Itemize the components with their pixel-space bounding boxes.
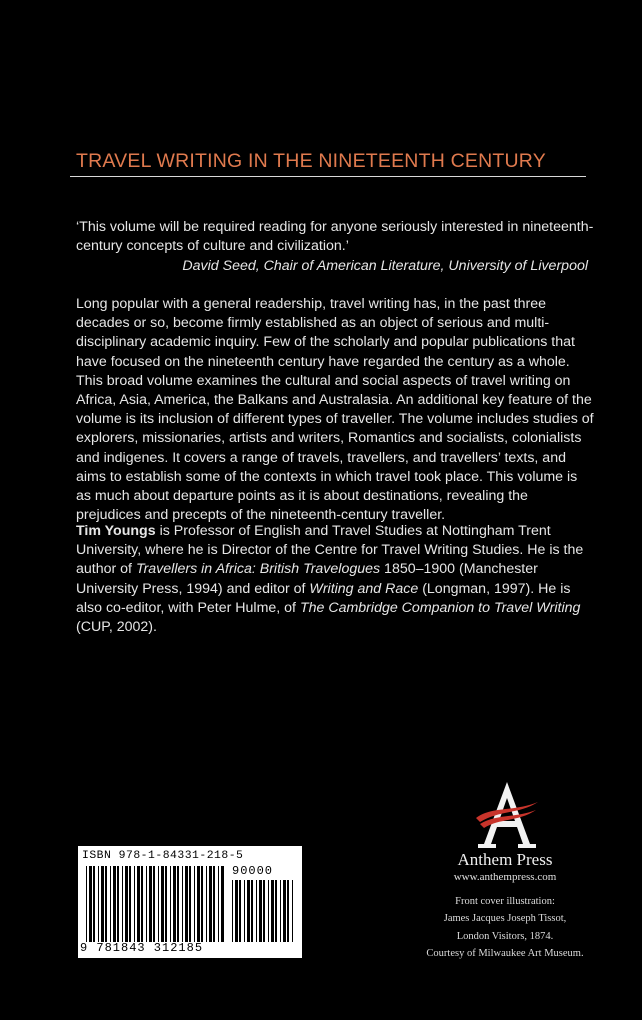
barcode-bar	[218, 866, 219, 942]
publisher-name: Anthem Press	[457, 850, 553, 869]
barcode-bar	[244, 880, 245, 942]
barcode-bar	[235, 880, 238, 942]
price-code: 90000	[232, 864, 274, 878]
barcode-bar	[125, 866, 128, 942]
bio-text-4: (CUP, 2002).	[76, 619, 157, 636]
barcode-bar	[161, 866, 164, 942]
author-bio	[76, 522, 596, 637]
barcode-bar	[239, 880, 241, 942]
barcode-bar	[110, 866, 111, 942]
barcode-bar	[263, 880, 265, 942]
barcode-bar	[189, 866, 191, 942]
barcode-bar	[137, 866, 140, 942]
title-divider	[70, 176, 586, 177]
barcode-bar	[113, 866, 116, 942]
barcode-bar	[280, 880, 281, 942]
barcode-bar	[221, 866, 224, 942]
barcode-bar	[259, 880, 262, 942]
barcode-bar	[93, 866, 95, 942]
barcode-bar	[213, 866, 215, 942]
barcode-bar	[153, 866, 155, 942]
barcode-bar	[209, 866, 212, 942]
barcode-bar	[185, 866, 188, 942]
barcode-bar	[268, 880, 269, 942]
barcode-bar	[89, 866, 92, 942]
barcode-bar	[206, 866, 207, 942]
barcode-bar	[177, 866, 179, 942]
bio-text-1: is Professor of English and Travel Studies at Nottingham Trent University, where he is Director of the Centre for Travel Writing Studies. He is the author of	[76, 523, 584, 578]
book-description: Long popular with a general readership, travel writing has, in the past three decades or so, become firmly established as an object of serious and multi-disciplinary academic inquiry. Few of the scholarly and popular publications that have focused on the nineteenth century have regarded the century as a whole. This broad volume examines the cultural and social aspects of travel writing on Africa, Asia, America, the Balkans and Australasia. An additional key feature of the volume is its inclusion of different types of traveller. The volume includes studies of explorers, missionaries, artists and writers, Romantics and socialists, colonialists and indigenes. It covers a range of travels, travellers, and travellers’ texts, and aims to establish some of the contexts in which travel took place. This volume is as much about departure points as it is about destinations, revealing the prejudices and precepts of the nineteenth-century traveller.	[76, 296, 594, 524]
barcode-bar	[287, 880, 289, 942]
ean-barcode-icon	[86, 866, 226, 942]
publisher-url: www.anthempress.com	[453, 871, 557, 883]
barcode-bar	[194, 866, 195, 942]
book-title-2: Writing and Race	[309, 580, 419, 597]
cover-credit-line-3: London Visitors, 1874.	[456, 930, 554, 942]
barcode-bar	[134, 866, 135, 942]
barcode-bar	[101, 866, 104, 942]
price-barcode-icon	[232, 880, 296, 942]
barcode-bar	[117, 866, 119, 942]
isbn-label: ISBN 978-1-84331-218-5	[82, 850, 244, 862]
barcode-bar	[232, 880, 233, 942]
bio-text-3: (Longman, 1997). He is also co-editor, with Peter Hulme, of	[76, 580, 571, 616]
barcode-bar	[158, 866, 159, 942]
barcode-bar	[283, 880, 286, 942]
barcode-bar	[256, 880, 257, 942]
barcode-bar	[201, 866, 203, 942]
barcode-bar	[86, 866, 87, 942]
cover-credit	[400, 893, 610, 963]
barcode-bar	[197, 866, 200, 942]
barcode-bar	[173, 866, 176, 942]
cover-credit-line-2: James Jacques Joseph Tissot,	[443, 913, 567, 925]
barcode-bar	[165, 866, 167, 942]
endorsement-quote: ‘This volume will be required reading for anyone seriously interested in nineteenth-century concepts of culture and civilization.’	[76, 219, 594, 255]
author-name: Tim Youngs	[76, 523, 156, 539]
barcode-bar	[275, 880, 277, 942]
barcode-bar	[247, 880, 250, 942]
barcode-bar	[292, 880, 293, 942]
barcode-bar	[271, 880, 274, 942]
barcode-bar	[149, 866, 152, 942]
anthem-a-logo-icon	[474, 780, 540, 850]
ean-digits: 9 781843 312185	[80, 941, 204, 955]
cover-credit-line-1: Front cover illustration:	[455, 896, 555, 907]
endorsement-attribution: David Seed, Chair of American Literature, University of Liverpool	[182, 258, 588, 274]
bio-text-2: 1850–1900 (Manchester University Press, 1994) and editor of	[76, 561, 538, 597]
cover-credit-line-4: Courtesy of Milwaukee Art Museum.	[426, 948, 584, 960]
barcode-bar	[105, 866, 107, 942]
barcode-bar	[146, 866, 147, 942]
book-title-1: Travellers in Africa: British Travelogues	[135, 561, 381, 578]
barcode-bar	[129, 866, 131, 942]
barcode-bar	[122, 866, 123, 942]
book-title-3: The Cambridge Companion to Travel Writing	[299, 599, 581, 616]
barcode-bar	[170, 866, 171, 942]
barcode-bar	[141, 866, 143, 942]
barcode-bar	[182, 866, 183, 942]
book-series-title: TRAVEL WRITING IN THE NINETEENTH CENTURY	[76, 150, 546, 172]
barcode-bar	[251, 880, 253, 942]
barcode-bar	[98, 866, 99, 942]
